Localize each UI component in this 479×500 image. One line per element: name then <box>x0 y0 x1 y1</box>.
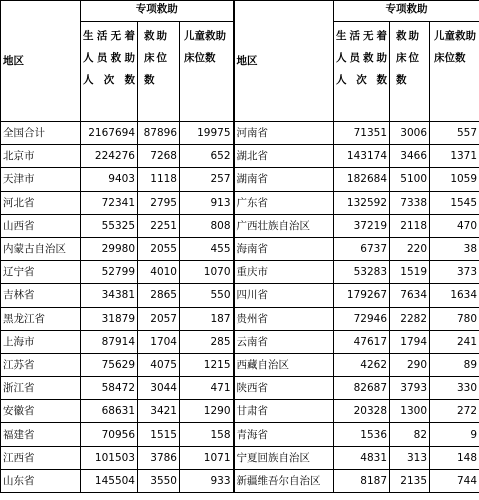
right-persons-cell: 1536 <box>334 423 390 446</box>
header-region-right: 地区 <box>234 1 334 122</box>
left-beds-cell: 4010 <box>138 261 180 284</box>
left-child-beds-cell: 808 <box>180 214 234 237</box>
left-persons-cell: 68631 <box>81 400 138 423</box>
right-beds-cell: 290 <box>390 353 430 376</box>
left-region-cell: 内蒙古自治区 <box>1 237 81 260</box>
left-region-cell: 全国合计 <box>1 122 81 145</box>
left-child-beds-cell: 652 <box>180 145 234 168</box>
left-persons-cell: 72341 <box>81 191 138 214</box>
right-beds-cell: 3006 <box>390 122 430 145</box>
left-child-beds-cell: 1215 <box>180 353 234 376</box>
right-persons-cell: 20328 <box>334 400 390 423</box>
left-region-cell: 河北省 <box>1 191 81 214</box>
left-beds-cell: 2865 <box>138 284 180 307</box>
left-beds-cell: 2795 <box>138 191 180 214</box>
right-persons-cell: 37219 <box>334 214 390 237</box>
left-persons-cell: 224276 <box>81 145 138 168</box>
left-beds-cell: 2055 <box>138 237 180 260</box>
right-beds-cell: 5100 <box>390 168 430 191</box>
left-child-beds-cell: 471 <box>180 377 234 400</box>
header-persons-left: 生活无着人员救助人次数 <box>81 22 138 122</box>
left-child-beds-cell: 933 <box>180 469 234 492</box>
left-persons-cell: 34381 <box>81 284 138 307</box>
left-beds-cell: 3550 <box>138 469 180 492</box>
right-region-cell: 西藏自治区 <box>234 353 334 376</box>
right-persons-cell: 179267 <box>334 284 390 307</box>
left-beds-cell: 87896 <box>138 122 180 145</box>
right-region-cell: 河南省 <box>234 122 334 145</box>
left-region-cell: 安徽省 <box>1 400 81 423</box>
table-row <box>1 261 479 284</box>
right-child-beds-cell: 780 <box>430 307 479 330</box>
table-row <box>1 330 479 353</box>
right-persons-cell: 47617 <box>334 330 390 353</box>
right-persons-cell: 8187 <box>334 469 390 492</box>
left-beds-cell: 3044 <box>138 377 180 400</box>
left-region-cell: 浙江省 <box>1 377 81 400</box>
right-child-beds-cell: 1545 <box>430 191 479 214</box>
right-region-cell: 云南省 <box>234 330 334 353</box>
left-beds-cell: 2057 <box>138 307 180 330</box>
right-region-cell: 重庆市 <box>234 261 334 284</box>
table-row <box>1 353 479 376</box>
header-child-beds-right: 儿童救助床位数 <box>430 22 479 122</box>
right-region-cell: 青海省 <box>234 423 334 446</box>
right-child-beds-cell: 89 <box>430 353 479 376</box>
left-child-beds-cell: 285 <box>180 330 234 353</box>
left-child-beds-cell: 158 <box>180 423 234 446</box>
left-region-cell: 吉林省 <box>1 284 81 307</box>
left-region-cell: 山西省 <box>1 214 81 237</box>
left-child-beds-cell: 257 <box>180 168 234 191</box>
table-body <box>1 1 479 493</box>
left-beds-cell: 2251 <box>138 214 180 237</box>
right-beds-cell: 313 <box>390 446 430 469</box>
right-beds-cell: 220 <box>390 237 430 260</box>
right-persons-cell: 53283 <box>334 261 390 284</box>
header-region-left: 地区 <box>1 1 81 122</box>
left-persons-cell: 52799 <box>81 261 138 284</box>
left-persons-cell: 58472 <box>81 377 138 400</box>
right-beds-cell: 7338 <box>390 191 430 214</box>
left-persons-cell: 87914 <box>81 330 138 353</box>
header-group-left: 专项救助 <box>81 1 234 22</box>
left-persons-cell: 70956 <box>81 423 138 446</box>
right-child-beds-cell: 1634 <box>430 284 479 307</box>
left-region-cell: 辽宁省 <box>1 261 81 284</box>
right-region-cell: 贵州省 <box>234 307 334 330</box>
right-beds-cell: 7634 <box>390 284 430 307</box>
right-region-cell: 新疆维吾尔自治区 <box>234 469 334 492</box>
right-child-beds-cell: 38 <box>430 237 479 260</box>
table-row <box>1 191 479 214</box>
left-region-cell: 江西省 <box>1 446 81 469</box>
table-row <box>1 145 479 168</box>
left-region-cell: 江苏省 <box>1 353 81 376</box>
left-child-beds-cell: 187 <box>180 307 234 330</box>
left-beds-cell: 1515 <box>138 423 180 446</box>
right-region-cell: 甘肃省 <box>234 400 334 423</box>
table-row <box>1 446 479 469</box>
left-region-cell: 福建省 <box>1 423 81 446</box>
left-persons-cell: 29980 <box>81 237 138 260</box>
right-persons-cell: 4262 <box>334 353 390 376</box>
table-row <box>1 237 479 260</box>
header-beds-right: 救助床位数 <box>390 22 430 122</box>
left-region-cell: 北京市 <box>1 145 81 168</box>
right-child-beds-cell: 1371 <box>430 145 479 168</box>
table-row <box>1 469 479 492</box>
left-beds-cell: 1118 <box>138 168 180 191</box>
right-region-cell: 四川省 <box>234 284 334 307</box>
right-child-beds-cell: 272 <box>430 400 479 423</box>
left-child-beds-cell: 1290 <box>180 400 234 423</box>
left-region-cell: 天津市 <box>1 168 81 191</box>
table-row <box>1 400 479 423</box>
right-child-beds-cell: 330 <box>430 377 479 400</box>
table-row <box>1 423 479 446</box>
left-persons-cell: 31879 <box>81 307 138 330</box>
table-row <box>1 377 479 400</box>
header-group-right: 专项救助 <box>334 1 479 22</box>
left-child-beds-cell: 1070 <box>180 261 234 284</box>
left-persons-cell: 2167694 <box>81 122 138 145</box>
header-row-1 <box>1 1 479 22</box>
table-row <box>1 284 479 307</box>
right-persons-cell: 82687 <box>334 377 390 400</box>
left-beds-cell: 1704 <box>138 330 180 353</box>
left-child-beds-cell: 550 <box>180 284 234 307</box>
right-beds-cell: 1519 <box>390 261 430 284</box>
header-beds-left: 救助床位数 <box>138 22 180 122</box>
right-beds-cell: 2135 <box>390 469 430 492</box>
right-child-beds-cell: 148 <box>430 446 479 469</box>
left-region-cell: 黑龙江省 <box>1 307 81 330</box>
right-region-cell: 宁夏回族自治区 <box>234 446 334 469</box>
table-row <box>1 122 479 145</box>
right-child-beds-cell: 1059 <box>430 168 479 191</box>
left-persons-cell: 75629 <box>81 353 138 376</box>
left-persons-cell: 55325 <box>81 214 138 237</box>
right-persons-cell: 182684 <box>334 168 390 191</box>
table-row <box>1 168 479 191</box>
header-persons-right: 生活无着人员救助人次数 <box>334 22 390 122</box>
left-beds-cell: 7268 <box>138 145 180 168</box>
right-persons-cell: 6737 <box>334 237 390 260</box>
right-child-beds-cell: 470 <box>430 214 479 237</box>
left-child-beds-cell: 913 <box>180 191 234 214</box>
left-region-cell: 上海市 <box>1 330 81 353</box>
left-persons-cell: 9403 <box>81 168 138 191</box>
right-persons-cell: 71351 <box>334 122 390 145</box>
right-region-cell: 广东省 <box>234 191 334 214</box>
left-region-cell: 山东省 <box>1 469 81 492</box>
left-beds-cell: 3786 <box>138 446 180 469</box>
right-child-beds-cell: 557 <box>430 122 479 145</box>
right-beds-cell: 1794 <box>390 330 430 353</box>
right-persons-cell: 143174 <box>334 145 390 168</box>
left-child-beds-cell: 1071 <box>180 446 234 469</box>
left-beds-cell: 3421 <box>138 400 180 423</box>
right-persons-cell: 4831 <box>334 446 390 469</box>
left-child-beds-cell: 19975 <box>180 122 234 145</box>
right-beds-cell: 3793 <box>390 377 430 400</box>
left-child-beds-cell: 455 <box>180 237 234 260</box>
right-region-cell: 湖南省 <box>234 168 334 191</box>
right-beds-cell: 2118 <box>390 214 430 237</box>
right-child-beds-cell: 373 <box>430 261 479 284</box>
right-beds-cell: 2282 <box>390 307 430 330</box>
header-child-beds-left: 儿童救助床位数 <box>180 22 234 122</box>
table-row <box>1 307 479 330</box>
right-child-beds-cell: 241 <box>430 330 479 353</box>
left-persons-cell: 145504 <box>81 469 138 492</box>
right-child-beds-cell: 744 <box>430 469 479 492</box>
left-persons-cell: 101503 <box>81 446 138 469</box>
right-child-beds-cell: 9 <box>430 423 479 446</box>
right-region-cell: 陕西省 <box>234 377 334 400</box>
right-persons-cell: 72946 <box>334 307 390 330</box>
right-beds-cell: 3466 <box>390 145 430 168</box>
right-beds-cell: 1300 <box>390 400 430 423</box>
right-persons-cell: 132592 <box>334 191 390 214</box>
right-region-cell: 湖北省 <box>234 145 334 168</box>
table-row <box>1 214 479 237</box>
right-region-cell: 海南省 <box>234 237 334 260</box>
right-beds-cell: 82 <box>390 423 430 446</box>
right-region-cell: 广西壮族自治区 <box>234 214 334 237</box>
left-beds-cell: 4075 <box>138 353 180 376</box>
